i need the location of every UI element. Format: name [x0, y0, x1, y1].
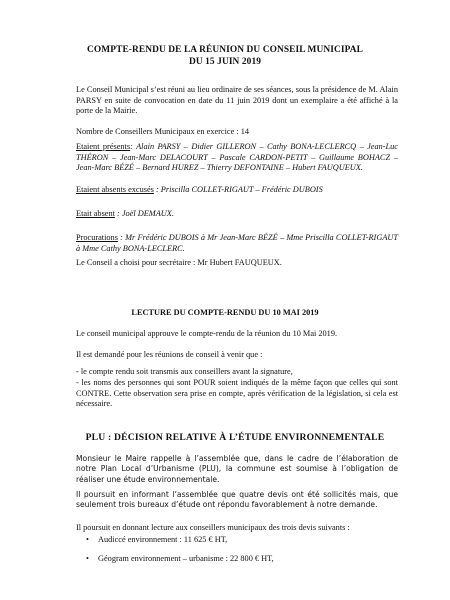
quote-list-item: [86, 534, 227, 545]
present-members: [76, 142, 398, 174]
document-title-line1: COMPTE-RENDU DE LA RÉUNION DU CONSEIL MUNICIPAL: [87, 45, 363, 55]
plu-paragraph-3: Il poursuit en donnant lecture aux conseillers municipaux des trois devis suivants :: [76, 523, 350, 532]
secretary-line: Le Conseil a choisi pour secrétaire : Mr Hubert FAUQUEUX.: [76, 258, 282, 267]
quote-text: Géogram environnement – urbanisme : 22 800 € HT,: [98, 554, 274, 563]
document-title-line2: DU 15 JUIN 2019: [188, 57, 262, 67]
bullet-icon: •: [86, 535, 89, 544]
reading-point-1: - le compte rendu soit transmis aux conseillers avant la signature,: [76, 367, 293, 376]
quote-list-item: [86, 553, 274, 564]
reading-point-2: - les noms des personnes qui sont POUR soient indiqués de la même façon que celles qui sont CONTRE. Cette observation sera prise en compte, après vérification de la législation, si cela est nécessaire.: [76, 378, 398, 409]
proxy-text: : Mr Frédéric DUBOIS à Mr Jean-Marc BÉZÉ – Mme Priscilla COLLET-RIGAUT à Mme Cathy BONA-LECLERC.: [76, 233, 398, 253]
excused-label: Etaient absents excusés: [76, 185, 154, 194]
quote-text: Audiccé environnement : 11 625 € HT,: [98, 535, 228, 544]
proxy-label: Procurations: [76, 233, 118, 242]
absent-members: [76, 209, 398, 220]
plu-section-heading: PLU : DÉCISION RELATIVE À L’ÉTUDE ENVIRONNEMENTALE: [85, 432, 385, 443]
present-names: : Alain PARSY – Didier GILLERON – Cathy BONA-LECLERCQ – Jean-Luc THÉRON – Jean-Marc DELACOURT – Pascale CARDON-PETIT – Guillaume BOHACZ – Jean-Marc BÉZÉ – Bernard HUREZ – Thierry DEFONTAINE – Hubert FAUQUEUX.: [76, 142, 398, 173]
reading-section-heading: LECTURE DU COMPTE-RENDU DU 10 MAI 2019: [131, 308, 319, 317]
reading-approval: Le conseil municipal approuve le compte-rendu de la réunion du 10 Mai 2019.: [76, 329, 338, 338]
present-label: Etaient présents: [76, 142, 131, 151]
plu-paragraph-1: Monsieur le Maire rappelle à l’assemblée que, dans le cadre de l’élaboration de notre Plan Local d’Urbanisme (PLU), la commune est soumise à l’obligation de réaliser une étude environnementale.: [76, 454, 398, 484]
excused-names: : Priscilla COLLET-RIGAUT – Frédéric DUBOIS: [153, 185, 323, 194]
plu-paragraph-2: Il poursuit en informant l’assemblée que quatre devis ont été sollicités mais, que seulement trois bureaux d’étude ont répondu favorablement à notre demande.: [76, 490, 398, 510]
absent-names: : Joël DEMAUX.: [114, 209, 174, 218]
absent-label: Etait absent: [76, 209, 115, 218]
intro-paragraph: Le Conseil Municipal s’est réuni au lieu ordinaire de ses séances, sous la présidence de M. Alain PARSY en suite de convocation en date du 11 juin 2019 dont un exemplaire a été affiché à la porte de la Mairie.: [76, 85, 398, 116]
councillor-count: Nombre de Conseillers Municipaux en exercice : 14: [76, 127, 250, 136]
excused-members: [76, 185, 398, 196]
proxies: [76, 233, 398, 254]
reading-request: Il est demandé pour les réunions de conseil à venir que :: [76, 350, 263, 359]
bullet-icon: •: [86, 554, 89, 563]
